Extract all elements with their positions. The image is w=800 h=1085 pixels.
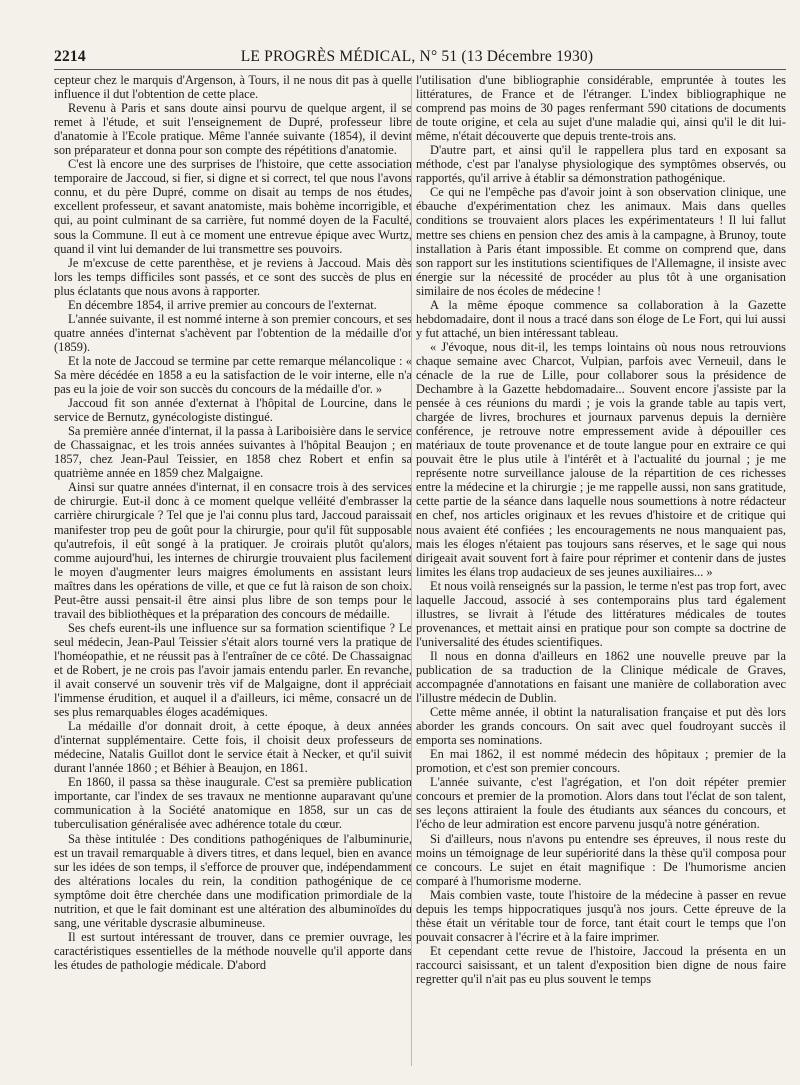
paragraph: cepteur chez le marquis d'Argenson, à Tours, il ne nous dit pas à quelle influence il dut l'obtention de cette place. (54, 73, 412, 102)
right-column (416, 73, 786, 1073)
paragraph: Ce qui ne l'empêche pas d'avoir joint à son observation clinique, une ébauche d'expérimentation chez les animaux. Mais dans quelles conditions se trouvaient alors places les expérimentateurs ! Il lui fallut mettre ses chiens en pension chez des amis à la campagne, à Brunoy, toute installation à Paris étant impossible. Et comme on comprend que, dans son rapport sur les institutions scientifiques de l'Allemagne, il insiste avec énergie sur la nécessité de procéder au plus tôt à une organisation similaire de nos écoles de médecine ! (416, 185, 786, 298)
paragraph: Sa première année d'internat, il la passa à Lariboisière dans le service de Chassaignac, et les trois années suivantes à l'hôpital Beaujon ; en 1857, chez Jean-Paul Teissier, en 1858 chez Robert et enfin sa quatrième année en 1859 chez Malgaigne. (54, 424, 412, 481)
paragraph: Ainsi sur quatre années d'internat, il en consacre trois à des services de chirurgie. Eut-il donc à ce moment quelque velléité d'embrasser la carrière chirurgicale ? Tel que je l'ai connu plus tard, Jaccoud paraissait manifester trop peu de goût pour la chirurgie, pour qu'il fût supposable qu'autrefois, il eût songé à la pratiquer. Je croirais plutôt qu'alors, comme aujourd'hui, les internes de chirurgie trouvaient plus facilement le moyen d'augmenter leurs maigres émoluments en assistant leurs maîtres dans les opérations de ville, et que ce fut là raison de son choix. Peut-être aussi pensait-il être ainsi plus libre de son temps pour le travail des bibliothèques et la préparation des concours de médaille. (54, 480, 412, 621)
paragraph: Sa thèse intitulée : Des conditions pathogéniques de l'albuminurie, est un travail remarquable à divers titres, et dans lequel, bien en avance sur les idées de son temps, il s'efforce de prouver que, indépendamment des altérations locales du rein, la condition pathogénique de ce symptôme doit être cherchée dans une modification primordiale de la nutrition, et que le fait dominant est une altération des albuminoïdes du sang, une véritable dyscrasie albumineuse. (54, 831, 412, 930)
paragraph: Il est surtout intéressant de trouver, dans ce premier ouvrage, les caractéristiques essentielles de la méthode nouvelle qu'il apporte dans les études de pathologie médicale. D'abord (54, 929, 412, 972)
paragraph: Revenu à Paris et sans doute ainsi pourvu de quelque argent, il se remet à l'étude, et suit l'enseignement de Dupré, professeur libre d'anatomie à l'Ecole pratique. Même l'année suivante (1854), il devint son préparateur et donna pour son compte des répétitions d'anatomie. (54, 101, 412, 158)
paragraph: Je m'excuse de cette parenthèse, et je reviens à Jaccoud. Mais dès lors les temps difficiles sont passés, et ce sont des succès de plus en plus éclatants que nous avons à rapporter. (54, 255, 412, 298)
paragraph: Mais combien vaste, toute l'histoire de la médecine à passer en revue depuis les temps hippocratiques jusqu'à nos jours. Cette épreuve de la thèse était un véritable tour de force, tant était court le temps que l'on pouvait consacrer à l'écrire et à la faire imprimer. (416, 887, 786, 944)
running-header (54, 48, 780, 68)
paragraph: En mai 1862, il est nommé médecin des hôpitaux ; premier de la promotion, et c'est son premier concours. (416, 747, 786, 776)
page-number: 2214 (54, 48, 86, 65)
paragraph: L'année suivante, c'est l'agrégation, et l'on doit répéter premier concours et premier de la promotion. Alors dans tout l'éclat de son talent, ses leçons attiraient la foule des étudiants aux séances du concours, et l'écho de leur admiration est encore parvenu jusqu'à notre génération. (416, 775, 786, 832)
paragraph: En décembre 1854, il arrive premier au concours de l'externat. (68, 297, 377, 312)
paragraph: Et la note de Jaccoud se termine par cette remarque mélancolique : « Sa mère décédée en 1858 a eu la satisfaction de le voir interne, elle n'a pas eu la joie de voir son succès du concours de la médaille d'or. » (54, 353, 412, 397)
paragraph: Et cependant cette revue de l'histoire, Jaccoud la présenta en un raccourci saisissant, et un talent d'exposition bien digne de nous faire regretter qu'il n'ait pas eu plus souvent le temps (416, 943, 786, 986)
paragraph: Il nous en donna d'ailleurs en 1862 une nouvelle preuve par la publication de sa traduction de la Clinique médicale de Graves, accompagnée d'annotations en faisant une manière de collaboration avec l'illustre médecin de Dublin. (416, 648, 786, 706)
paragraph: Si d'ailleurs, nous n'avons pu entendre ses épreuves, il nous reste du moins un témoignage de leur supériorité dans la thèse qu'il composa pour ce concours. Le sujet en était magnifique : De l'humorisme ancien comparé à l'humorisme moderne. (416, 831, 786, 888)
paragraph: Ses chefs eurent-ils une influence sur sa formation scientifique ? Le seul médecin, Jean-Paul Teissier s'était alors tourné vers la pratique de l'homéopathie, et ne réussit pas à l'entraîner de ce côté. De Chassaignac et de Robert, je ne crois pas l'avoir jamais entendu parler. En revanche, il avait conservé un souvenir très vif de Malgaigne, dont il appréciait l'immense érudition, et auquel il a d'ailleurs, ici même, consacré un de ses plus remarquables éloges académiques. (54, 620, 412, 720)
column-divider (411, 76, 412, 1066)
paragraph: l'utilisation d'une bibliographie considérable, empruntée à toutes les littératures, de France et de l'étranger. L'index bibliographique ne comprend pas moins de 30 pages renfermant 590 citations de documents de toute origine, et cela au sujet d'une maladie qui, ainsi qu'il le dit lui-même, n'était découverte que depuis trente-trois ans. (416, 73, 786, 144)
paragraph: En 1860, il passa sa thèse inaugurale. C'est sa première publication importante, car l'index de ses travaux ne mentionne auparavant qu'une communication à la Société anatomique en 1858, sur un cas de tuberculisation généralisée avec adhérence totale du cœur. (54, 775, 412, 832)
paragraph: C'est là encore une des surprises de l'histoire, que cette association temporaire de Jaccoud, si fier, si digne et si correct, tel que nous l'avons connu, et du père Dupré, comme on disait au temps de nos études, excellent professeur, et savant anatomiste, mais bohème incorrigible, et qui, au point culminant de sa carrière, fut nommé doyen de la Faculté, sous la Commune. Il eut à ce moment une entrevue épique avec Wurtz, quand il vint lui demander de lui transmettre ses pouvoirs. (54, 157, 412, 256)
left-column (54, 73, 412, 1073)
paragraph: Cette même année, il obtint la naturalisation française et put dès lors aborder les grands concours. On sait avec quel foudroyant succès il emporta ses nominations. (416, 705, 786, 748)
paragraph: Et nous voilà renseignés sur la passion, le terme n'est pas trop fort, avec laquelle Jaccoud, associé à ses contemporains plus tard également illustres, se livrait à l'étude des littératures médicales de toutes provenances, et mettait ainsi en pratique pour son compte sa doctrine de l'universalité des études scientifiques. (416, 578, 786, 649)
paragraph: La médaille d'or donnait droit, à cette époque, à deux années d'internat supplémentaire. Cette fois, il choisit deux professeurs de médecine, Natalis Guillot dont le service était à Necker, et qu'il suivit durant l'année 1860 ; et Béhier à Beaujon, en 1861. (54, 719, 412, 776)
paragraph: D'autre part, et ainsi qu'il le rappellera plus tard en exposant sa méthode, c'est par l'analyse physiologique des symptômes observés, ou rapportés, qu'il arrive à établir sa démonstration pathogénique. (416, 143, 786, 186)
paragraph: « J'évoque, nous dit-il, les temps lointains où nous nous retrouvions chaque semaine avec Charcot, Vulpian, parfois avec Verneuil, dans le cénacle de la rue de Lille, pour collaborer sous la présidence de Dechambre à la Gazette hebdomadaire... Souvent encore j'assiste par la pensée à ces réunions du mardi ; je vois la grande table au tapis vert, chargée de livres, brochures et journaux parvenus depuis la dernière conférence, je retrouve notre empressement avide à dépouiller ces matériaux de toute provenance et de toute langue pour en extraire ce qui pouvait être le plus utile à l'intérêt et à l'actualité du journal ; je me représente notre surveillance jalouse de la répartition de ces richesses entre la médecine et la chirurgie ; je me rappelle aussi, non sans gratitude, cette partie de la séance dans laquelle nous soumettions à notre rédacteur en chef, nos articles originaux et les revues d'histoire et de critique qui nous avaient été confiées ; les encouragements ne nous manquaient pas, mais les éloges n'étaient pas toujours sans réserves, et le sage qui nous dirigeait avait souvent fort à faire pour réprimer et contenir dans de justes limites les élans trop audacieux de ses jeunes auxiliaires... » (416, 339, 786, 579)
paragraph: Jaccoud fit son année d'externat à l'hôpital de Lourcine, dans le service de Bernutz, gynécologiste distingué. (54, 396, 412, 425)
paragraph: L'année suivante, il est nommé interne à son premier concours, et ses quatre années d'internat s'achèvent par l'obtention de la médaille d'or (1859). (54, 311, 412, 354)
paragraph: A la même époque commence sa collaboration à la Gazette hebdomadaire, dont il nous a tracé dans son éloge de Le Fort, qui lui aussi y fut attaché, un bien intéressant tableau. (416, 297, 786, 340)
running-title: LE PROGRÈS MÉDICAL, N° 51 (13 Décembre 1930) (240, 48, 594, 65)
header-rule (54, 69, 786, 70)
